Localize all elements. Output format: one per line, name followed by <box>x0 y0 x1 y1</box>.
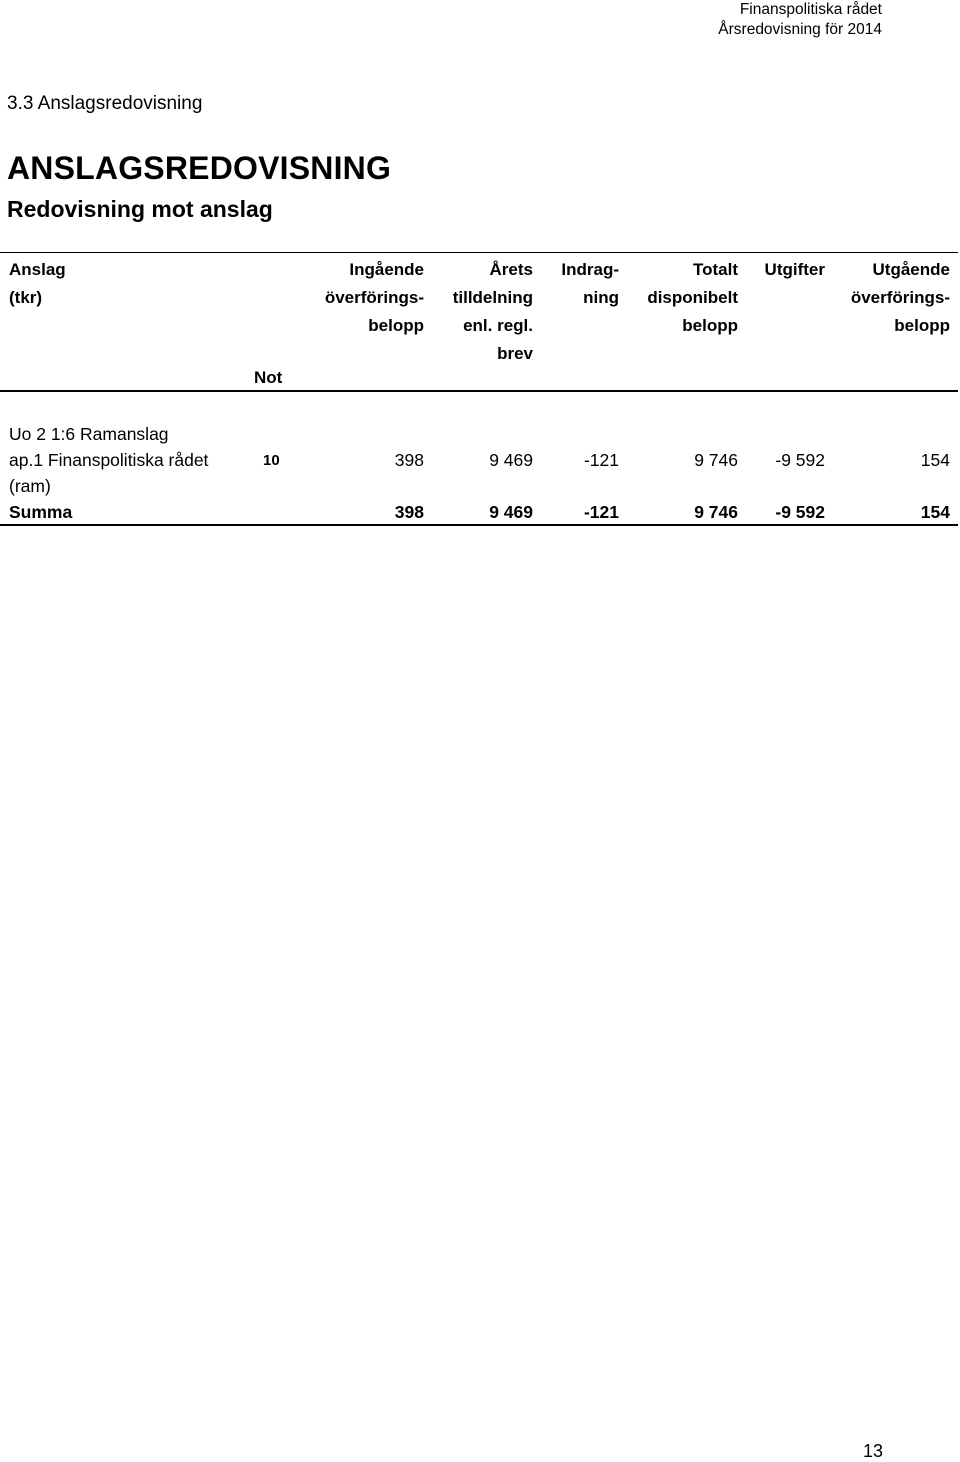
page-header <box>718 0 882 40</box>
summa-utgaende: 154 <box>920 502 950 522</box>
col-header-ingaende: Ingående överförings- belopp <box>324 260 424 335</box>
row-utgaende: 154 <box>920 450 950 470</box>
summa-indragning: -121 <box>583 502 619 522</box>
main-title: ANSLAGSREDOVISNING <box>7 150 392 186</box>
col-header-utgaende: Utgående överförings- belopp <box>850 260 950 335</box>
header-report: Årsredovisning för 2014 <box>718 21 882 38</box>
section-title: 3.3 Anslagsredovisning <box>7 93 203 114</box>
row-ingaende: 398 <box>394 450 424 470</box>
col-header-indragning: Indrag- ning <box>561 260 619 307</box>
header-organization: Finanspolitiska rådet <box>739 1 882 18</box>
row-note: 10 <box>263 452 280 469</box>
table-bottom-rule <box>0 524 958 526</box>
row-totalt: 9 746 <box>694 450 738 470</box>
row-utgifter: -9 592 <box>775 450 825 470</box>
summa-label: Summa <box>9 502 73 522</box>
table-top-rule <box>0 252 958 253</box>
col-header-anslag: Anslag (tkr) <box>9 260 66 307</box>
row-indragning: -121 <box>583 450 619 470</box>
col-header-totalt: Totalt disponibelt belopp <box>647 260 738 335</box>
col-header-arets: Årets tilldelning enl. regl. brev <box>452 260 533 363</box>
summa-ingaende: 398 <box>394 502 424 522</box>
row-label-line-1: Uo 2 1:6 Ramanslag <box>9 424 169 444</box>
sub-title: Redovisning mot anslag <box>7 196 273 222</box>
summa-utgifter: -9 592 <box>775 502 825 522</box>
row-label-line-2: ap.1 Finanspolitiska rådet <box>9 450 209 470</box>
row-arets: 9 469 <box>489 450 533 470</box>
table-header-rule <box>0 390 958 392</box>
row-label-line-3: (ram) <box>9 476 51 496</box>
page-number: 13 <box>862 1441 883 1461</box>
summa-arets: 9 469 <box>489 502 533 522</box>
col-header-not: Not <box>254 368 283 387</box>
col-header-utgifter: Utgifter <box>764 260 825 279</box>
summa-totalt: 9 746 <box>694 502 738 522</box>
